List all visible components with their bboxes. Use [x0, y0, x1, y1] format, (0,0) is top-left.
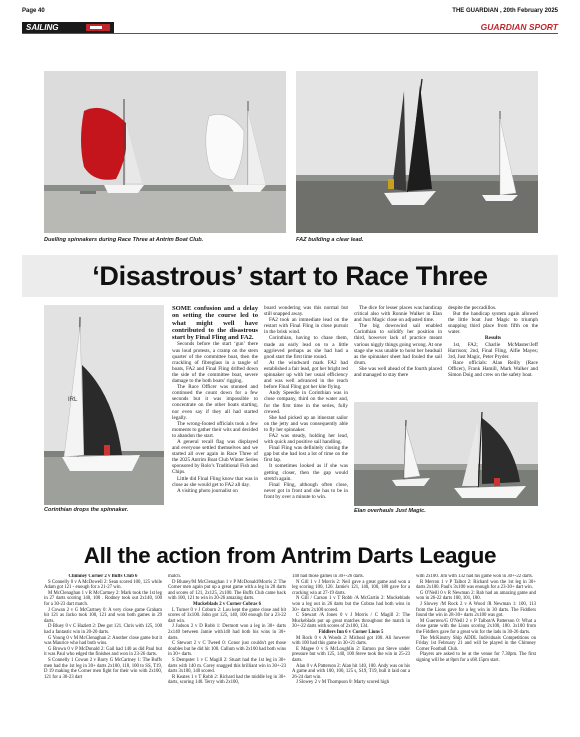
darts-result: D Bluney/M McClenaghan 1 v P McDonald/Morris 2: The Corner men again put up a great game with a leg in 28 darts and scores of 121, 2x125, 2x100. The Buffs Club came back with 100, 121 to win in 20-26 amazing darts.: [168, 579, 286, 602]
caption-mid-left: Corinthian drops the spinnaker.: [44, 507, 129, 513]
darts-result: C Stewart /A Jones 0 v J Morris / C Magill 2: The Muckeblads put up great matches throughout the match in 30+-22 darts with scores of 2x100, 134.: [292, 613, 410, 630]
darts-notice: The McKinstry Ship ADDL Individuals Competitions on Friday 1st February 21 and will be played in the Chimney Corner Football Club.: [416, 635, 536, 652]
article-paragraph: The wrong-footed officials took a few moments to gather their wits and decided to abandon the start.: [172, 420, 258, 439]
article-paragraph: It sometimes looked as if she was getting closer, then the gap would stretch again.: [264, 463, 348, 482]
headline-band: [22, 255, 558, 297]
article-paragraph: Andy Speedie in Corinthian was in close company, third on the water and, for the first time in the series, fully crewed.: [264, 390, 348, 415]
darts-result: G O'Neill 0 v R Newman 2: Rab had an amazing game and won in 26-22 darts 100, 101, 100.: [416, 590, 536, 602]
article-paragraph: Little did Final Fling know that was in close as she would get to FA2 all day.: [172, 475, 258, 488]
article-paragraph: Seconds before the start ‘gun’ there was loud protests, a cramp on the stern quarter of the committee boat, then the crackling of fibreglass in a tangle of boats, FA2 and Final Fling drifted down the side of the committee boat, severe damage to the both boats’ rigging.: [172, 341, 258, 385]
darts-result: R Keates 1 v T Robb 2: Richard had the middle leg in 30+ darts, scoring 140. Terry with 2x100,: [168, 674, 286, 686]
darts-result: J Cowan 2 v G McCartney 0: A very close game Graham hit 121 as Jacko took 100, 121 and won both games in 29 darts.: [44, 607, 162, 624]
article-paragraph: Final Fling was definitely closing the gap but she had lost a lot of time on the first lap.: [264, 445, 348, 464]
article-paragraph: board wondering was this normal but still snapped away.: [264, 305, 348, 318]
page-number: Page 40: [22, 8, 45, 14]
darts-result: N Gill / Carson 1 v T Robb /A McGartin 2: Muckeblads won a leg out in 26 darts but the Cobras had both wins in 30+ darts 2x100 scored.: [292, 596, 410, 613]
darts-result: J Slowey /M Rock 2 v A Wood /R Newman 1: 100, 113 from the Lions gave for a leg win in 30 darts. The Fiddlers found the win in 28-30+ darts 2x100 was got.: [416, 601, 536, 619]
darts-result: N Gill 1 v J Morris 2: Neil gave a great game and won a leg scoring 100, 120. Jamie's 121, 140, 100, 180 gave for a cracking win at 27-19 darts.: [292, 579, 410, 596]
article-paragraph: Corinthian, having to chase them, made an early lead on to a little aggrieved perhaps as she had had a good start the first time round.: [264, 335, 348, 360]
article-paragraph: At the windward mark FA2 had established a fair lead, got her bright red spinnaker up with her usual efficiency and was well advanced in the reach before Final Fling got her kite flying.: [264, 359, 348, 391]
match-heading: Muckeblads 2 v Corner Cobras 6: [192, 601, 261, 607]
article-column-1: [172, 305, 258, 533]
article-paragraph: FA2 was steady, holding her lead, with quick and positive sail handling.: [264, 432, 348, 446]
section-title: SAILING: [26, 23, 59, 32]
darts-result: D Bluey 0 v C Hazlett 2: Dee got 121. Chris with 125, 100 had a fantastic win in 20-20 darts.: [44, 624, 162, 635]
article-paragraph: The Race Officer was stunned and continued the count down for a few seconds but it was impossible to concentrate on the other boats starting, nor even say if they all had started legally.: [172, 384, 258, 421]
darts-result: with 2x100. Jim with 132 had his game won in 30+-22 darts.: [416, 574, 533, 579]
article-paragraph: She had picked up an itinerant sailor on the jetty and was consequently able to fly her spinnaker.: [264, 414, 348, 433]
photo-fa2-lead: [296, 71, 538, 233]
article-paragraph: The big downwind sail enabled Corinthian to solidify her position in third, however lack of practice meant various niggly things going wrong. At one stage she was unable to hoist her headsail as the spinnaker sheet had fouled the sail drum.: [354, 323, 442, 366]
darts-result: 140 had those games in 30+-26 darts.: [292, 574, 364, 579]
article-column-3: [354, 305, 442, 397]
match-heading: Chimney Corner 2 v Buffs Club 6: [68, 574, 138, 579]
match-heading: Fiddlers Inn 6 v Corner Lions 5: [318, 629, 384, 635]
guardian-sport-brand: [481, 22, 558, 33]
results-list: 1st, FA2; Charlie McMaster/Jeff Harrison; 2nd, Final Fling, Alfie Mayes; 3rd, Just Magic, Peter Pryder.: [448, 341, 538, 360]
page-header: [22, 8, 558, 20]
darts-result: S Connelly 1 Cowan 2 v Barry G McCartney 1: The Buffs men had the 1st leg in 30+ darts 2x100, 118, 100 to SS, T19, D 19 making the Corner men fight for their win with 2x100, 121 for a 30-23 dart: [44, 657, 162, 680]
article-paragraph: Final Fling, although often close, never got in front and she has to be in front by over a minute to win.: [264, 481, 348, 500]
svg-text:IRL: IRL: [68, 397, 78, 403]
article-paragraph: But the handicap system again allowed the little boat Just Magic to triumph snapping third place from fifth on the water.: [448, 311, 538, 336]
darts-result: J Slowey 2 v M Thompson 0: Marty scored high: [296, 680, 390, 686]
darts-result: S Dempster 1 v C Magill 2: Stuart had the 1st leg in 30+ darts with 140 m. Corey snagged this brilliant win in 30+-23 darts 3x100, 140 scored.: [168, 657, 286, 675]
section-label: [22, 22, 114, 33]
race-officials: Race officials: Alan Reilly (Race Officer), Frank Hamill, Mark Walker and Simon Doig and crew on the safety boat.: [448, 359, 538, 379]
spinnaker-photo-svg: [44, 71, 286, 233]
darts-result: M Rock 0 v A Woods 2: Micheal got 100. Ali however with 100 had this game in 30+21 darts.: [292, 635, 410, 647]
darts-result: S Connelly 0 v A McDowell 2: Sean scored 100, 125 while Adam got 121 - enough for a 21-27 win.: [44, 579, 162, 591]
darts-result: J Judson 2 v D Robb 1: Dermott won a leg in 30+ darts 2x140 between Jamie with140 had both his wins in 30+ darts.: [168, 624, 286, 641]
article-paragraph: The dice for lesser places was handicap critical also with Ronnie Walker in Elan and Just Magic close on adjusted time.: [354, 305, 442, 324]
darts-column-4: [416, 574, 536, 734]
darts-notice: Players are asked to be at the venue for 7.30pm. The first signing will be at 8pm for a s68.15pm start.: [416, 652, 536, 663]
boat-logo-icon: [86, 24, 110, 31]
corinthian-photo-svg: [44, 305, 164, 505]
darts-headline-block: [22, 540, 558, 572]
article-paragraph: A visiting photo journalist on: [177, 487, 238, 494]
darts-column-3: [292, 574, 410, 734]
darts-result: match.: [168, 574, 181, 579]
darts-result: L Turner 0 v J Coburn 2: Lou kept the game close and hit scores of 3x100. John got 125, 140, 100 enough for a 23-22 dart win.: [168, 607, 286, 624]
article-lead: SOME confusion and a delay on setting the course led to what might well have contributed to the disastrous start by Final Fling and FA2.: [172, 305, 258, 342]
article-headline: ‘Disastrous’ start to Race Three: [92, 261, 488, 291]
section-bar: [22, 22, 558, 34]
fa2-photo-svg: [296, 71, 538, 233]
elan-photo-svg: [354, 402, 538, 506]
darts-result: M McClenaghan 1 v R McCartney 2: Mark took the 1st leg in 27 darts scoring 140, 100 . Rodney took out 2x140, 100 for a 30-23 dart match.: [44, 590, 162, 607]
photo-duelling-spinnakers: [44, 71, 286, 233]
article-paragraph: despite the peccadillos.: [448, 305, 497, 311]
darts-headline: All the action from Antrim Darts League: [83, 543, 497, 568]
results-heading: Results: [484, 335, 502, 342]
darts-result: C Stewart 2 v C Tweed 0: Conor just couldn't get those doubles but he did hit 100. Callum with 2x100 had both wins in 30+ darts.: [168, 641, 286, 658]
darts-result: G Young 0 v M McClenaghan 2: Another close game but it was Maurice who had both wins.: [44, 635, 162, 647]
darts-result: R Merron 1 v P Talbot 2: Richard won the 1st leg in 30+ darts 2x100. Paul's 3x100 was enough for a 23-30+ dart win.: [416, 579, 536, 591]
article-paragraph: A general recall flag was displayed and everyone settled themselves and we started all over again in Race Three of the 2025 Antrim Boat Club Winter Series sponsored by Rolo’s Traditional Fish and Chips.: [172, 438, 258, 476]
article-paragraph: FA2 took an immediate lead on the restart with Final Fling in close pursuit in the brisk wind.: [264, 317, 348, 336]
brand-name: GUARDIAN: [480, 22, 527, 32]
brand-sport: SPORT: [528, 22, 558, 32]
darts-result: G Brown 0 v P McDonald 2: Gail had 140 as did Paul but it was Paul who edged the finishes and won in 23-26 darts.: [44, 646, 162, 658]
caption-top-left: Duelling spinnakers during Race Three at Antrim Boat Club.: [44, 237, 204, 243]
caption-top-right: FAZ building a clear lead.: [296, 237, 364, 243]
caption-mid-right: Elan overhauls Just Magic.: [354, 508, 426, 514]
paper-dateline: THE GUARDIAN , 20th February 2025: [452, 8, 558, 14]
photo-corinthian: [44, 305, 164, 505]
article-column-4: [448, 305, 538, 397]
darts-result: E Magee 0 v S McLoughlin 2: Eamon put Steve under pressure but with 125, 140, 100 Steve took the win in 25-23 darts.: [292, 646, 410, 663]
article-paragraph: She was well ahead of the fourth placed and managed to stay there: [354, 365, 442, 379]
darts-result: Alan 0 v A Patterson 2: Alan hit 140, 100. Andy was on his A game and with 100, 100, 125 s, S19, T19, bull it laid out a 26-24 dart win.: [292, 663, 410, 680]
darts-result: M Guerrero/G O'Neill 2 v P Talbot/A Patterson 0: What a close game with the Lions scoring 2x100, 180. 3x100 from the Fiddlers gave for a great win for the lads in 30-26 darts.: [416, 618, 536, 635]
darts-column-1: [44, 574, 162, 734]
darts-column-2: [168, 574, 286, 734]
photo-elan: [354, 402, 538, 506]
article-column-2: [264, 305, 348, 533]
